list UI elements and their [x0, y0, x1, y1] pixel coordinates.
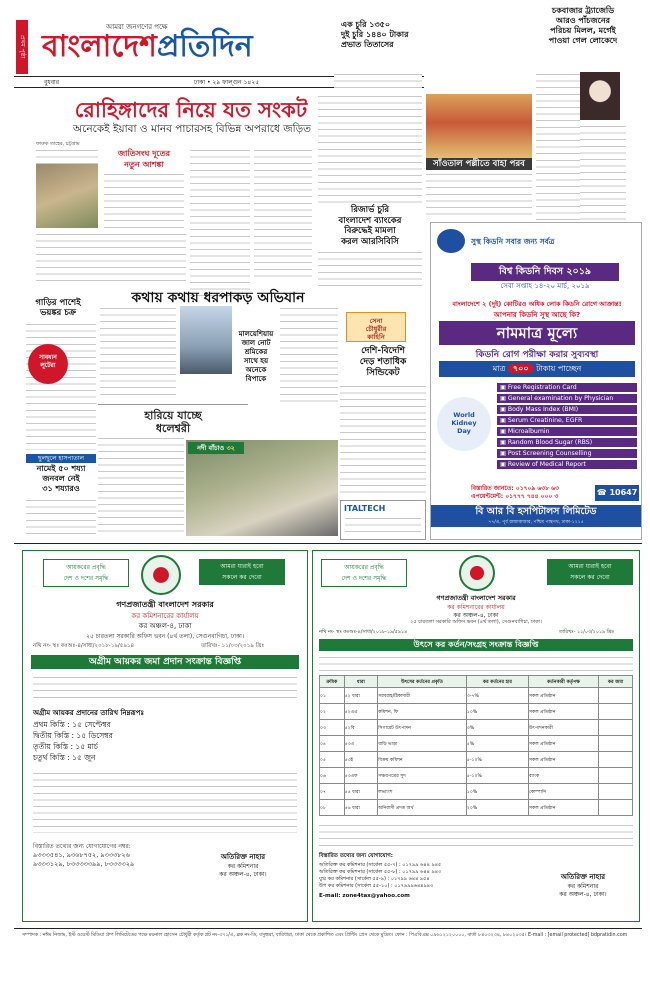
withholding-table [319, 675, 633, 816]
table-cell [599, 768, 633, 784]
signer-role: কর কমিশনার কর অঞ্চল-৪, ঢাকা। [559, 883, 607, 898]
day-label: বুধবার [44, 79, 60, 86]
shola-photo [186, 440, 338, 536]
hospital-name: বি আর বি হসপিটালস লিমিটেড [475, 506, 597, 517]
lead-text-col3 [190, 148, 250, 296]
notice-left-ref-date: তারিখঃ- ১১/০৩/২০১৯ খ্রিঃ [201, 643, 265, 649]
installment-item: চতুর্থ কিস্তি : ১৫ জুন [33, 753, 96, 762]
lead-text-col2 [104, 172, 184, 228]
hotline-number: 10647 [609, 488, 638, 497]
table-cell [599, 736, 633, 752]
notice-right-signer [533, 871, 633, 899]
table-cell: কমিশন, ফি [378, 704, 467, 720]
kidney-price-banner: নামমাত্র মূল্যে [439, 321, 635, 345]
lead-photo [36, 164, 98, 228]
lead-headline: রোহিঙ্গাদের নিয়ে যত সংকট [74, 98, 308, 122]
notice-left-signer [193, 851, 293, 879]
gari-title: গাড়ির পাশেই ভয়ঙ্কর চক্র [35, 298, 81, 318]
kidney-item [497, 394, 637, 403]
table-cell: ৫২ ধারা [344, 688, 378, 704]
lead-text-col1 [36, 148, 98, 164]
contact-item: অতিরিক্ত কর কমিশনার (সার্কেল ৫৫-৭) : ০১৭৯৯ ৬৪৪ ৯৪৫ [319, 862, 442, 868]
table-cell: ০৩ [320, 720, 345, 736]
table-header-row [320, 676, 633, 688]
tax-notice-right [312, 550, 640, 922]
notice-right-address: ২৫ চারতলা সরকারি অফিস ভবন (৪র্থ তলা), সেগুনবাগিচা, ঢাকা। [410, 619, 542, 625]
tax-notice-left [22, 550, 308, 922]
price-only: মাত্র [492, 364, 506, 373]
table-row [320, 736, 633, 752]
notice-left-zone: কর অঞ্চল-৪, ঢাকা [138, 622, 192, 630]
table-header: ধারা [344, 676, 378, 688]
kidney-item [497, 405, 637, 414]
table-cell: সকল প্রতিষ্ঠান [528, 800, 598, 816]
kidney-item [497, 460, 637, 469]
deshi-text [340, 384, 426, 496]
slogan-left-a: আয়করের প্রবৃদ্ধি দেশ ও দশের সমৃদ্ধি [43, 559, 129, 587]
table-cell: ২০% [466, 800, 528, 816]
kidney-item-label: Post Screening Counselling [507, 450, 592, 457]
italtech-logo: ITALTECH [344, 504, 386, 513]
ear-story-text [334, 72, 422, 90]
kidney-week: সেবা সপ্তাহ ১৪-২০ মার্চ, ২০১৯ [500, 282, 590, 290]
ear-right: চকবাজার ট্র্যাজেডি আরও পাঁচজনের পরিচয় মিলল, মর্গেই পাওয়া গেল লোকেদে [548, 6, 618, 45]
install-title: অগ্রীম আয়কর প্রদানের তারিখ নিম্নরূপঃ [33, 709, 145, 717]
right-col-text [536, 72, 580, 220]
table-cell: বিক্রয় কমিশন [378, 752, 467, 768]
hospital-name-bar [431, 505, 641, 527]
notice-right-ref-date: তারিখঃ- ১১/০৩/২০১৯ খ্রিঃ [559, 630, 615, 635]
kidney-item-label: Review of Medical Report [507, 461, 586, 468]
table-cell [599, 688, 633, 704]
nodi-tag-label: নদী বাঁচাও [197, 444, 225, 452]
slogan-left-b: আমরা যারাই হবো সকলে কর দেবো [199, 559, 285, 585]
table-cell: ১০% [466, 784, 528, 800]
kidney-item-label: Free Registration Card [507, 384, 577, 391]
table-cell: সকল প্রতিষ্ঠান [528, 752, 598, 768]
fold-rule [14, 543, 642, 544]
notice-right-body [319, 655, 633, 673]
installment-item: প্রথম কিস্তি : ১৫ সেপ্টেম্বর [33, 720, 111, 729]
notice-left-gov: গণপ্রজাতন্ত্রী বাংলাদেশ সরকার [116, 600, 214, 609]
table-cell: ৩% [466, 720, 528, 736]
lead-subhead: অনেকেই ইয়াবা ও মানব পাচারসহ বিভিন্ন অপরাধে জড়িত [73, 123, 311, 135]
italtech-ad [340, 500, 426, 540]
nodi-tag-num: ৩২ [226, 444, 235, 452]
table-cell [599, 784, 633, 800]
table-header: কর্তনকারী কর্তৃপক্ষ [528, 676, 598, 688]
table-cell: লভ্যাংশ [378, 784, 467, 800]
installment-item: দ্বিতীয় কিস্তি : ১৫ ডিসেম্বর [33, 731, 113, 740]
check-icon: ▣ [500, 406, 508, 413]
tagline: আমরা জনগণের পক্ষে [106, 23, 168, 31]
table-cell: ০৭ [320, 784, 345, 800]
table-cell [599, 752, 633, 768]
arrest-col1 [100, 306, 176, 396]
table-cell: ০১ [320, 688, 345, 704]
table-row [320, 688, 633, 704]
bd-emblem [141, 555, 181, 595]
kidney-day-title: বিশ্ব কিডনি দিবস ২০১৯ [471, 263, 619, 281]
notice-left-ref: নথি নং- স্থঃ কঃঅঃ-৪/সাধা/২০১৮-১৯/৫৯১৪ [33, 643, 135, 649]
price-taka: টাকায় পাচ্ছেন [536, 364, 582, 373]
santal-photo [426, 94, 532, 158]
shola-title: হারিয়ে যাচ্ছে ধলেশ্বরী [98, 404, 248, 435]
kidney-contact: বিস্তারিত জানতে: ০১৭০৯ ৬৩৮ ৬৩ এপয়েন্টমেন্ট: ০১৭৭৭ ৭৪৪ ০০০ ৩ [471, 485, 559, 500]
contact-title: বিস্তারিত তথ্যের জন্য যোগাযোগ: [319, 853, 393, 859]
notice-right-zone: কর অঞ্চল-৪, ঢাকা [453, 612, 499, 619]
kidney-day-logo: World Kidney Day [437, 397, 491, 451]
lead-byline: ফারুক তাহের, চট্টগ্রাম [36, 141, 80, 147]
table-row [320, 800, 633, 816]
slogan-right-a: আয়করের প্রবৃদ্ধি দেশ ও দশের সমৃদ্ধি [321, 559, 407, 587]
notice-right-body2 [319, 823, 633, 849]
kidney-item-label: Microalbumin [507, 428, 550, 435]
signer-name: অতিরিক্ত নাহার [220, 853, 266, 861]
table-cell: সকল প্রতিষ্ঠান [528, 688, 598, 704]
hospital-title: নামেই ৫০ শয্যা জনবল নেই ৩১ শয্যারও [36, 464, 86, 493]
kidney-item [497, 416, 637, 425]
table-cell: ৫২এএ [344, 704, 378, 720]
table-cell [599, 704, 633, 720]
table-cell: সঞ্চয়পত্রের সুদ [378, 768, 467, 784]
slogan-right-b: আমরা যারাই হবো সকলে কর দেবো [547, 559, 633, 585]
kidney-item-label: General examination by Physician [507, 395, 614, 402]
contact-item: যুগ্ম কর কমিশনার (সার্কেল ৫৫-৯) : ০১৭৯৯ ৬৪৪ ৯৫৪ [319, 876, 430, 882]
notice-left-address: ২৫ চারতলা সরকারি অফিস ভবন (৪র্থ তলা), সেগুনবাগিচা, ঢাকা। [85, 633, 245, 640]
shola-text [98, 436, 184, 536]
price-value: ৭০০ [508, 364, 534, 373]
table-cell: ৫৫ ধারা [344, 784, 378, 800]
hospital-top: ছুলছুলে হাসপাতাল [26, 454, 96, 463]
kidney-item [497, 383, 637, 392]
table-cell: বাড়ি ভাড়া [378, 736, 467, 752]
gari-text [26, 322, 96, 450]
table-header: কর কর্তনের হার [466, 676, 528, 688]
table-cell: ৫-১০% [466, 768, 528, 784]
table-cell: ৫৩এ [344, 736, 378, 752]
nodi-tag [188, 442, 244, 454]
installment-item: তৃতীয় কিস্তি : ১৫ মার্চ [33, 742, 98, 751]
table-cell: উৎপাদনকারী [528, 720, 598, 736]
imprint-footer: সম্পাদক : নঈম নিজাম, ইস্ট ওয়েস্ট মিডিয়া গ্রুপ লিমিটেডের পক্ষে ময়নাল হোসেন চৌধুরী কর্তৃক প্লট নং-৩৭১/এ, ব্লক নং-ডি, বসুন্ধরা, বারিধারা, ঢাকা থেকে প্রকাশিত এবং প্রিন্টিং প্রেস থেকে মুদ্রিত। ফোন : পিএবিএক্স ০৯৬১২১২০০০০, বার্তা ৮৪০৩২৩৪, ৮৪০২০৩৫। E-mail : [email protected] bdpratidin.com [22, 933, 628, 938]
lead-inset-title: জাতিসংঘ দূতের নতুন আশঙ্কা [117, 149, 171, 169]
reserve-intro [318, 94, 422, 204]
side-tag: প্রথম পৃষ্ঠা [16, 20, 28, 74]
chowdhury-badge: সেনা চৌধুরীর কাহিনি [346, 312, 406, 342]
kidney-item [497, 427, 637, 436]
contact-item: উপ কর কমিশনার (সার্কেল ৫৫-১০) : ০১৭৯৯৯৬৪৪৯৪৩ [319, 883, 434, 889]
kidney-ad [430, 222, 642, 540]
notice-right-office: কর কমিশনারের কার্যালয় [447, 604, 505, 611]
table-cell: কোম্পানি [528, 784, 598, 800]
kidney-item-label: Serum Creatinine, EGFR [507, 417, 583, 424]
phone-icon: ☎ [596, 488, 607, 497]
notice-left-body [33, 675, 297, 701]
table-cell: ১০% [466, 704, 528, 720]
table-cell [599, 720, 633, 736]
check-icon: ▣ [500, 428, 508, 435]
table-header: উৎসের কর্তনের প্রকৃতি [378, 676, 467, 688]
table-row [320, 768, 633, 784]
table-cell: ৫২বি [344, 720, 378, 736]
check-icon: ▣ [500, 461, 508, 468]
contact-list [319, 862, 529, 890]
notice-right-ref: নথি নং- স্থঃ কঃঅঃ-৪/সাধা/২০১৮-১৯/৫৯১৪ [319, 630, 408, 635]
contact-email: E-mail: zone4tax@yahoo.com [319, 893, 410, 899]
table-cell: ০৮ [320, 800, 345, 816]
lead-text-col4 [254, 148, 312, 278]
table-cell: সকল প্রতিষ্ঠান [528, 704, 598, 720]
date-bangla: ঢাকা • ২৯ ফাল্গুন ১৪২৫ [194, 79, 260, 86]
table-row [320, 784, 633, 800]
lead-text-wide [36, 232, 186, 284]
notice-right-title: উৎসে কর কর্তন/সংগ্রহ সংক্রান্ত বিজ্ঞপ্তি [319, 639, 633, 651]
kidney-red-line1: বাংলাদেশে ২ (দুই) কোটিরও অধিক লোক কিডনি রোগে আক্রান্ত! [452, 300, 622, 308]
italtech-lines [345, 516, 421, 538]
table-cell: ৫-১০% [466, 752, 528, 768]
ear-left: এক চুরি ১৩৫০ দুই চুরি ১৪৪০ টাকার প্রভাত তিতাসের [341, 20, 409, 49]
table-cell: ০২ [320, 704, 345, 720]
notice-left-body2 [33, 771, 297, 833]
contact-item: অতিরিক্ত কর কমিশনার (সার্কেল ৫৫-৮) : ০১৭৯৯ ৬৪৪ ৯৪৩ [319, 869, 442, 875]
kidney-items [497, 383, 637, 471]
malaysia-title: মালয়েশিয়ায় জাল নোট শ্রমিকের সাথে হয় অনেকে বিপাকে [238, 330, 274, 383]
malaysia-photo [180, 306, 232, 374]
table-cell: ৩-৭% [466, 688, 528, 704]
title-part-a: বাংলাদেশ [42, 29, 157, 64]
table-cell: ৫৩এফ [344, 768, 378, 784]
notice-left-office: কর কমিশনারের কার্যালয় [131, 612, 199, 620]
table-cell: ব্যাংক [528, 768, 598, 784]
portrait-photo [580, 72, 620, 120]
footer-rule [14, 928, 642, 929]
kidney-price-strip [439, 361, 635, 377]
kidney-top-line: সুস্থ কিডনি সবার জন্য সর্বত্র [471, 237, 555, 246]
table-cell: ৫৩ই [344, 752, 378, 768]
table-cell: ০৫ [320, 752, 345, 768]
deshi-title: দেশি-বিদেশি দেড় শতাধিক সিন্ডিকেট [359, 346, 407, 378]
notice-left-title: অগ্রীম আয়কর জমা প্রদান সংক্রান্ত বিজ্ঞপ্তি [31, 655, 299, 669]
kidney-item-label: Body Mass Index (BMI) [507, 406, 579, 413]
notice-right-gov: গণপ্রজাতন্ত্রী বাংলাদেশ সরকার [436, 594, 516, 602]
kidney-item [497, 449, 637, 458]
table-cell: সরবরাহ/ঠিকাদারী [378, 688, 467, 704]
right-col-text2 [580, 124, 626, 220]
table-cell: সিগারেট উৎপাদন [378, 720, 467, 736]
hotline-badge [595, 485, 639, 501]
phone-numbers: ৯৩৩৩৫৪১, ৯৩৬৮৭৫২, ৯৩৩৩৮২৬ ৯৩৩৩১২৯, ৮৩৩৩৩৩৯৯, ৮৩৩৩৩২৯ [33, 851, 135, 868]
check-icon: ▣ [500, 439, 508, 446]
check-icon: ▣ [500, 384, 508, 391]
reserve-title: রিজার্ভ চুরি বাংলাদেশ ব্যাংকের বিরুদ্ধেই মামলা করল আরসিবিসি [338, 205, 402, 247]
table-cell: অনিবাসী প্রদত্ত অর্থ [378, 800, 467, 816]
kidney-item-label: Random Blood Sugar (RBS) [507, 439, 593, 446]
table-header: কর জমা [599, 676, 633, 688]
title-part-b: প্রতিদিন [156, 29, 253, 64]
table-row [320, 752, 633, 768]
kidney-red-line2: আপনার কিডনি সুস্থ আছে কি? [493, 311, 581, 319]
table-cell: ০৬ [320, 768, 345, 784]
table-cell [599, 800, 633, 816]
bd-emblem-right [459, 555, 495, 591]
check-icon: ▣ [500, 417, 508, 424]
kidney-item [497, 438, 637, 447]
installments [33, 719, 113, 763]
arrest-headline: কথায় কথায় ধরপাকড় অভিযান [131, 290, 305, 306]
brb-logo-icon [437, 229, 465, 253]
hospital-text [26, 498, 96, 538]
signer-name: অতিরিক্ত নাহার [560, 873, 606, 881]
reserve-text [318, 250, 422, 290]
table-row [320, 704, 633, 720]
table-cell: ৫৬ ধারা [344, 800, 378, 816]
check-icon: ▣ [500, 395, 508, 402]
table-row [320, 720, 633, 736]
phone-title: বিস্তারিত তথ্যের জন্য যোগাযোগের নম্বর: [33, 843, 131, 850]
sabdhan-badge: সাবধান লুটেরা [28, 344, 68, 384]
table-cell: ৫% [466, 736, 528, 752]
table-header: ক্রমিক [320, 676, 345, 688]
santal-caption: সাঁওতাল পল্লীতে বাহা পরব [426, 158, 532, 170]
santal-text [426, 172, 532, 220]
hospital-address: ৭৭/এ, পূর্ব রাজাবাজার, পশ্চিম পান্থপথ, ঢাকা-১২১৫ [488, 520, 584, 525]
table-cell: সকল প্রতিষ্ঠান [528, 736, 598, 752]
table-cell: ০৪ [320, 736, 345, 752]
arrest-col3 [280, 306, 338, 406]
newspaper-title [42, 30, 253, 64]
check-icon: ▣ [500, 450, 508, 457]
signer-role: কর কমিশনার কর অঞ্চল-৪, ঢাকা। [219, 863, 267, 878]
kidney-price-sub: কিডনি রোগ পরীক্ষা করার সুব্যবস্থা [475, 350, 599, 360]
